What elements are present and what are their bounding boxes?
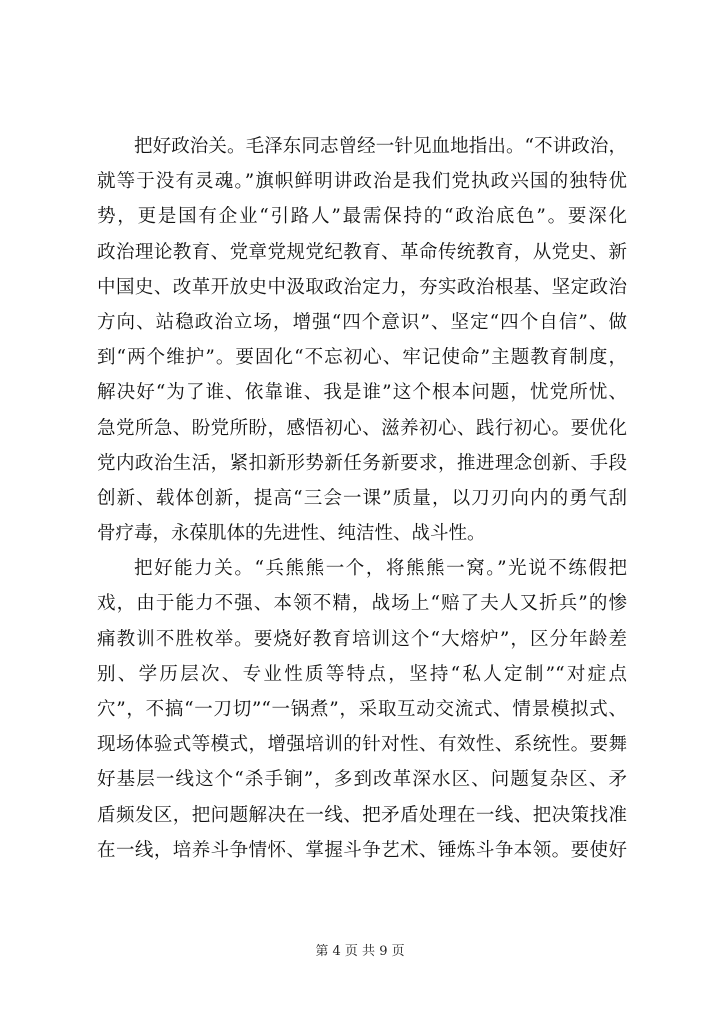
paragraph-2-line-5: 穴”，不搞“一刀切”“一锅煮”，采取互动交流式、情景模拟式、 [97, 699, 627, 720]
paragraph-2-line-7: 好基层一线这个“杀手锏”，多到改革深水区、问题复杂区、矛 [97, 769, 627, 791]
paragraph-1-line-5: 中国史、改革开放史中汲取政治定力，夯实政治根基、坚定政治 [97, 276, 627, 298]
paragraph-2-line-6: 现场体验式等模式，增强培训的针对性、有效性、系统性。要舞 [97, 734, 627, 756]
paragraph-2-line-3: 痛教训不胜枚举。要烧好教育培训这个“大熔炉”，区分年龄差 [97, 628, 627, 650]
paragraph-1-line-6: 方向、站稳政治立场，增强“四个意识”、坚定“四个自信”、做 [97, 311, 627, 333]
paragraph-1-line-12: 骨疗毒，永葆肌体的先进性、纯洁性、战斗性。 [97, 523, 486, 545]
paragraph-1-line-10: 党内政治生活，紧扣新形势新任务新要求，推进理念创新、手段 [97, 452, 627, 474]
paragraph-1-line-1: 把好政治关。毛泽东同志曾经一针见血地指出。“不讲政治， [134, 136, 627, 157]
paragraph-1-line-3: 势，更是国有企业“引路人”最需保持的“政治底色”。要深化 [97, 206, 627, 228]
paragraph-1-line-4: 政治理论教育、党章党规党纪教育、革命传统教育，从党史、新 [97, 241, 627, 263]
body-text [97, 129, 627, 868]
paragraph-1-line-7: 到“两个维护”。要固化“不忘初心、牢记使命”主题教育制度， [97, 347, 627, 369]
paragraph-1-line-9: 急党所急、盼党所盼，感悟初心、滋养初心、践行初心。要优化 [97, 417, 627, 439]
paragraph-2-line-1: 把好能力关。“兵熊熊一个，将熊熊一窝。”光说不练假把 [134, 558, 627, 580]
paragraph-2-line-8: 盾频发区，把问题解决在一线、把矛盾处理在一线、把决策找准 [97, 804, 627, 826]
paragraph-2-line-2: 戏，由于能力不强、本领不精，战场上“赔了夫人又折兵”的惨 [97, 593, 627, 615]
paragraph-2-line-4: 别、学历层次、专业性质等特点，坚持“私人定制”“对症点 [97, 663, 627, 685]
paragraph-1-line-8: 解决好“为了谁、依靠谁、我是谁”这个根本问题，忧党所忧、 [97, 382, 627, 404]
paragraph-2-line-9: 在一线，培养斗争情怀、掌握斗争艺术、锤炼斗争本领。要使好 [97, 839, 627, 861]
paragraph-1-line-11: 创新、载体创新，提高“三会一课”质量，以刀刃向内的勇气刮 [97, 487, 627, 509]
page-number-footer: 第 4 页 共 9 页 [315, 944, 405, 959]
paragraph-1-line-2: 就等于没有灵魂。”旗帜鲜明讲政治是我们党执政兴国的独特优 [97, 171, 627, 193]
